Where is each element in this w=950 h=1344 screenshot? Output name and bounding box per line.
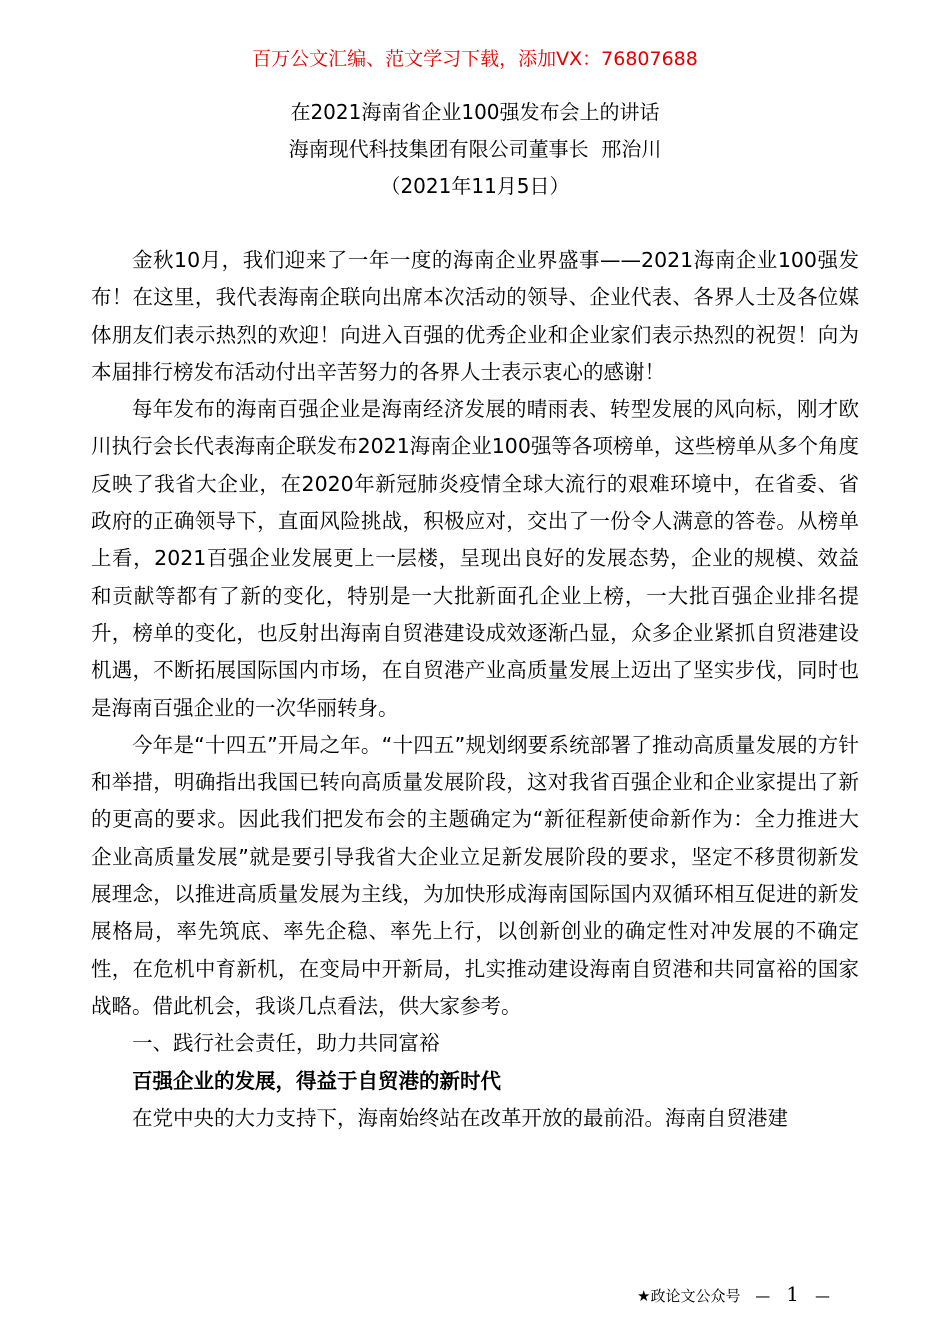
section-heading: 一、践行社会责任，助力共同富裕: [132, 1031, 440, 1056]
paragraph-2: 每年发布的海南百强企业是海南经济发展的晴雨表、转型发展的风向标，刚才欧川执行会长代表海南企联发布2021海南企业100强等各项榜单，这些榜单从多个角度反映了我省大企业，在2020年新冠肺炎疫情全球大流行的艰难环境中，在省委、省政府的正确领导下，直面风险挑战，积极应对，交出了一份令人满意的答卷。从榜单上看，2021百强企业发展更上一层楼，呈现出良好的发展态势，企业的规模、效益和贡献等都有了新的变化，特别是一大批新面孔企业上榜，一大批百强企业排名提升，榜单的变化，也反射出海南自贸港建设成效逐渐凸显，众多企业紧抓自贸港建设机遇，不断拓展国际国内市场，在自贸港产业高质量发展上迈出了坚实步伐，同时也是海南百强企业的一次华丽转身。: [91, 397, 859, 720]
page-footer: [637, 1282, 840, 1308]
bold-subheading: 百强企业的发展，得益于自贸港的新时代: [132, 1068, 501, 1093]
footer-dash-right: —: [815, 1287, 830, 1305]
speech-date: （2021年11月5日）: [380, 174, 570, 198]
footer-source: ★政论文公众号: [637, 1287, 741, 1305]
page-number: 1: [786, 1282, 799, 1306]
speech-body: [91, 242, 859, 1137]
speaker-line: 海南现代科技集团有限公司董事长 邢治川: [288, 137, 662, 161]
paragraph-4: 在党中央的大力支持下，海南始终站在改革开放的最前沿。海南自贸港建: [132, 1105, 788, 1130]
watermark-banner: 百万公文汇编、范文学习下载，添加VX：76807688: [252, 48, 698, 70]
footer-dash-left: —: [755, 1287, 771, 1305]
speech-title: 在2021海南省企业100强发布会上的讲话: [290, 100, 660, 124]
paragraph-1: 金秋10月，我们迎来了一年一度的海南企业界盛事——2021海南企业100强发布！在这里，我代表海南企联向出席本次活动的领导、企业代表、各界人士及各位媒体朋友们表示热烈的欢迎！向进入百强的优秀企业和企业家们表示热烈的祝贺！向为本届排行榜发布活动付出辛苦努力的各界人士表示衷心的感谢！: [91, 248, 859, 384]
paragraph-3: 今年是“十四五”开局之年。“十四五”规划纲要系统部署了推动高质量发展的方针和举措，明确指出我国已转向高质量发展阶段，这对我省百强企业和企业家提出了新的更高的要求。因此我们把发布会的主题确定为“新征程新使命新作为：全力推进大企业高质量发展”就是要引导我省大企业立足新发展阶段的要求，坚定不移贯彻新发展理念，以推进高质量发展为主线，为加快形成海南国际国内双循环相互促进的新发展格局，率先筑底、率先企稳、率先上行，以创新创业的确定性对冲发展的不确定性，在危机中育新机，在变局中开新局，扎实推动建设海南自贸港和共同富裕的国家战略。借此机会，我谈几点看法，供大家参考。: [91, 732, 859, 1018]
